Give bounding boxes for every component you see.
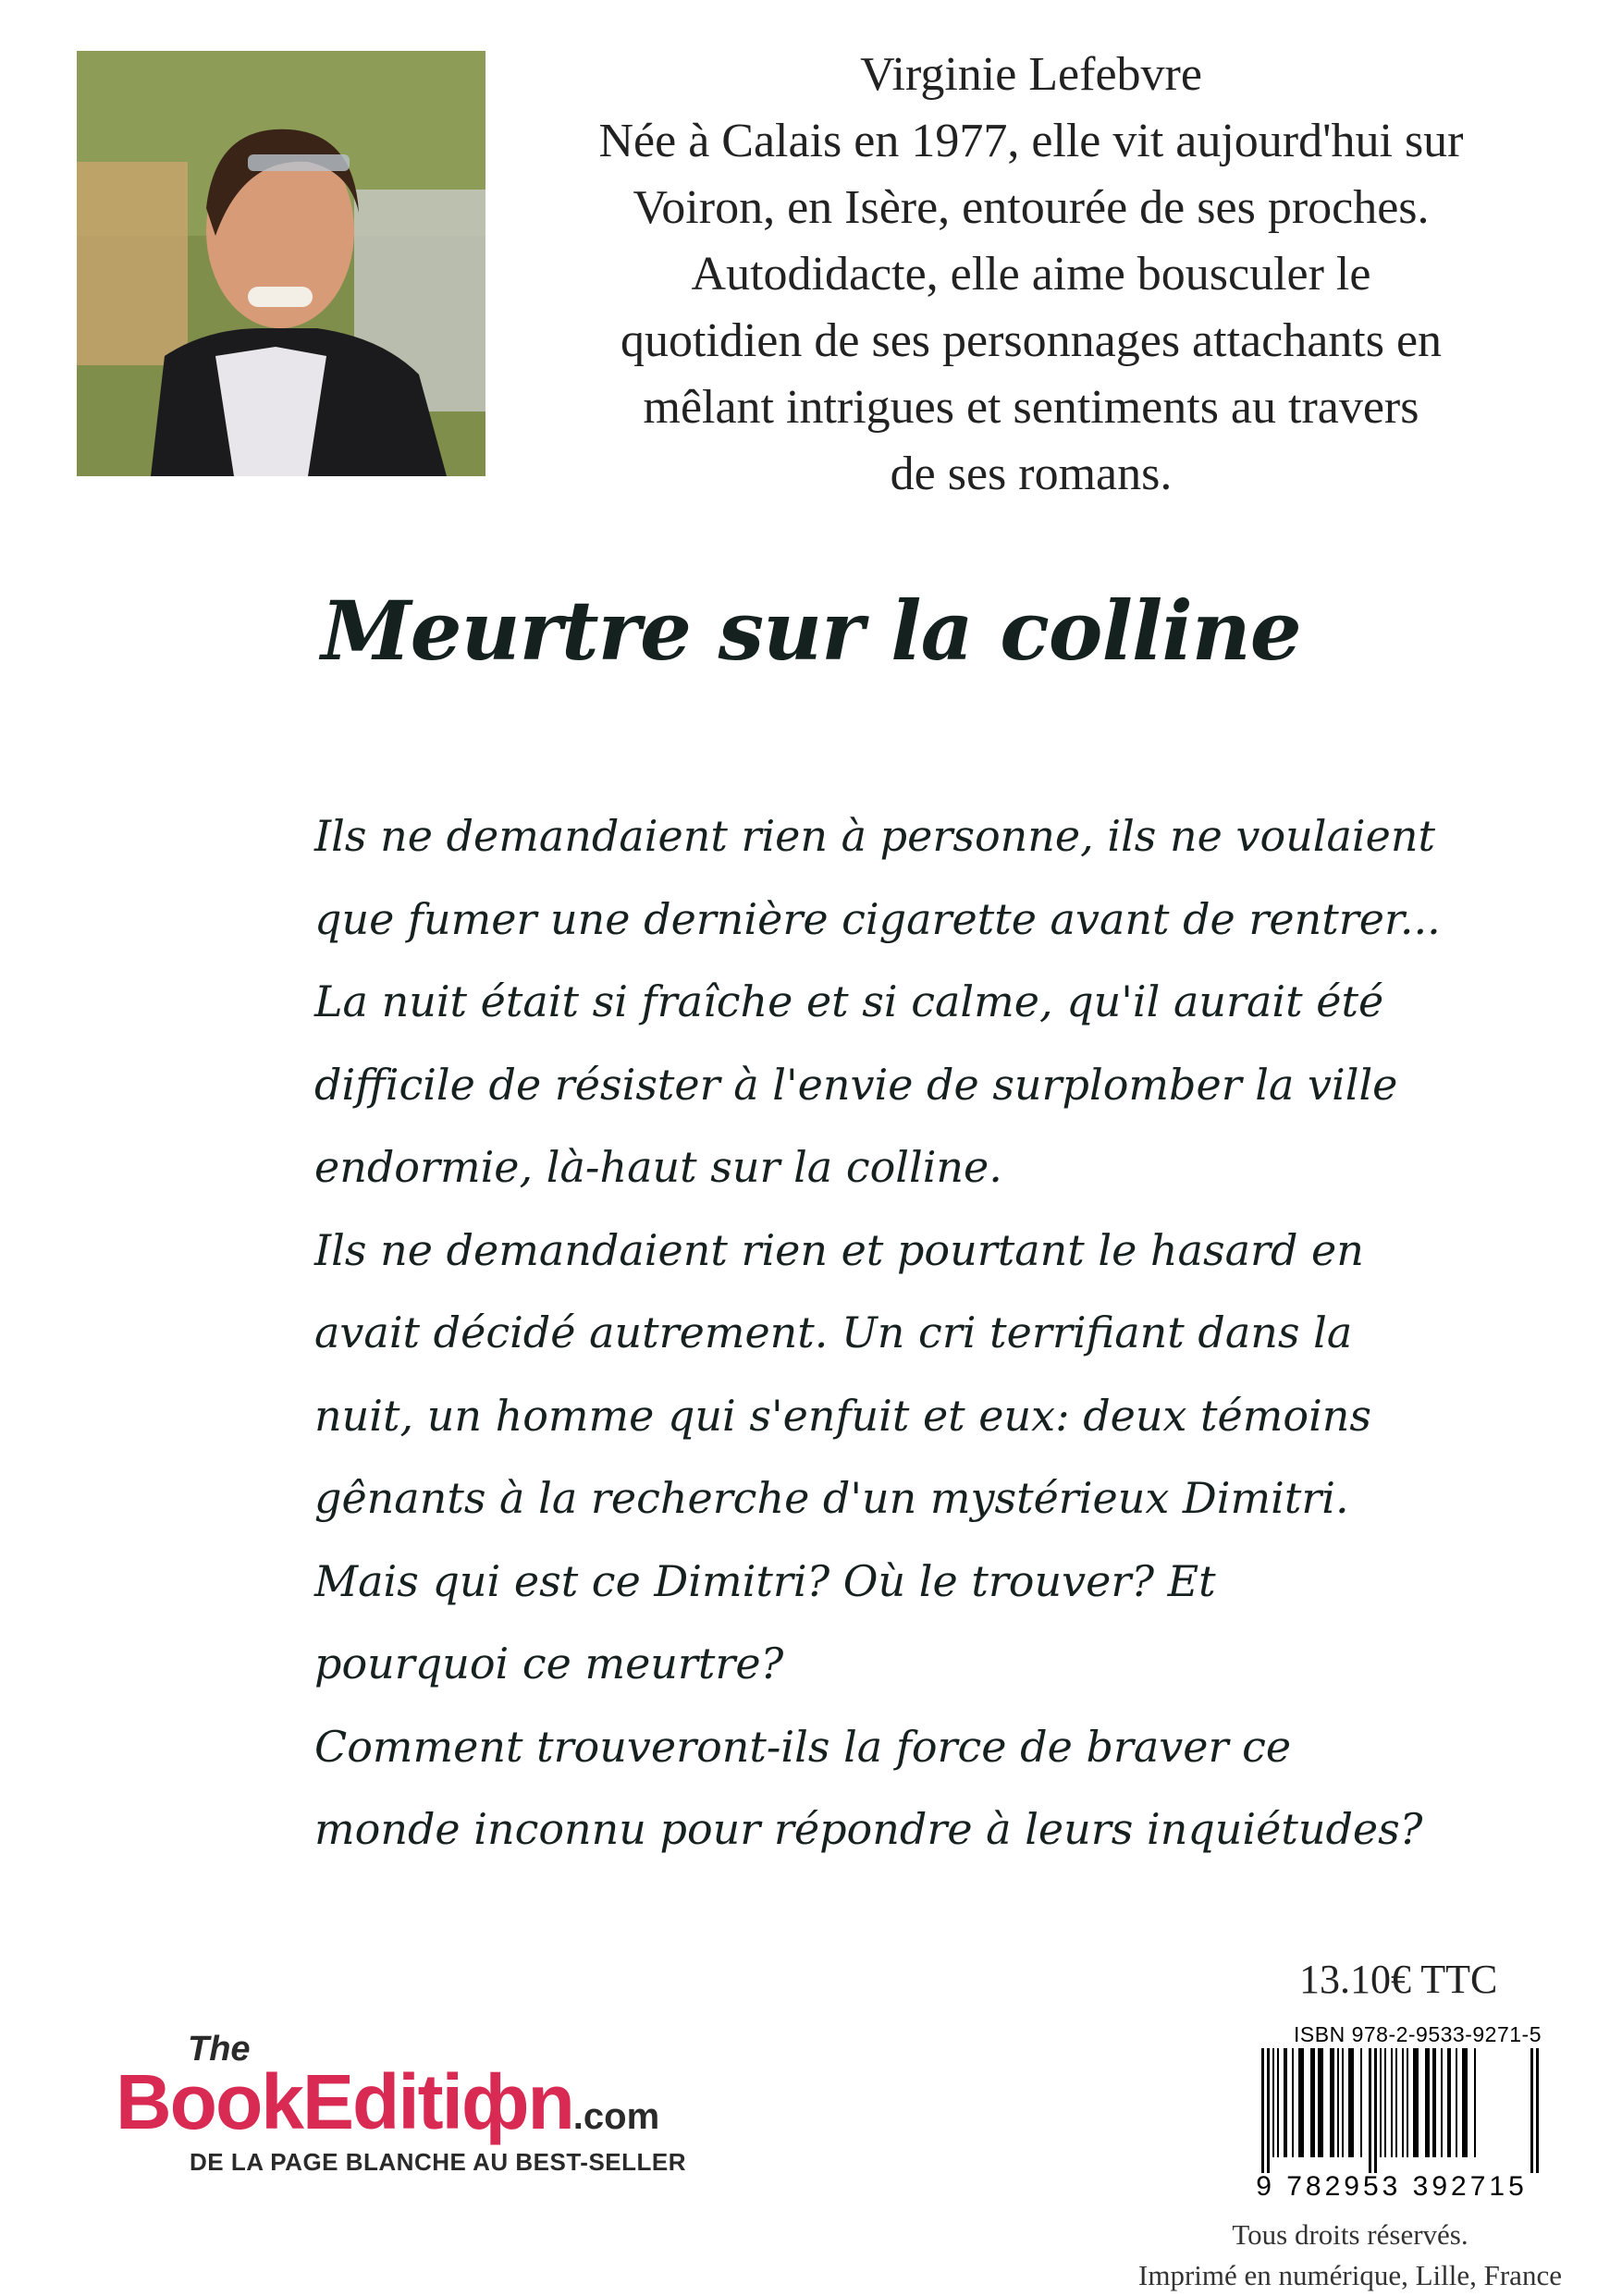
barcode-bar — [1360, 2048, 1362, 2157]
bio-line: Autodidacte, elle aime bousculer le — [691, 248, 1371, 301]
barcode-digits: 9 782953 392715 — [1256, 2171, 1528, 2202]
barcode-bar — [1261, 2048, 1264, 2173]
rights-line-1: Tous droits réservés. — [1232, 2218, 1468, 2251]
author-bio — [499, 42, 1563, 508]
barcode-bar — [1432, 2048, 1436, 2157]
barcode-bar — [1536, 2048, 1539, 2173]
blurb-line: endormie, là-haut sur la colline. — [314, 1142, 1002, 1192]
logo-name: BookEditiфn — [116, 2058, 573, 2145]
blurb-line: difficile de résister à l'envie de surplomber la ville — [314, 1059, 1398, 1110]
book-blurb — [314, 795, 1470, 1872]
barcode-bar — [1310, 2048, 1315, 2157]
barcode-bar — [1462, 2048, 1468, 2157]
barcode-bar — [1447, 2048, 1451, 2157]
barcode-bar — [1456, 2048, 1457, 2157]
barcode-bar — [1407, 2048, 1408, 2157]
bio-line: mêlant intrigues et sentiments au travers — [643, 381, 1419, 434]
blurb-line: Ils ne demandaient rien et pourtant le hasard en — [314, 1224, 1364, 1275]
isbn-label: ISBN 978-2-9533-9271-5 — [1294, 2022, 1542, 2046]
blurb-line: nuit, un homme qui s'enfuit et eux: deux témoins — [314, 1390, 1372, 1441]
blurb-line: La nuit était si fraîche et si calme, qu'il aurait été — [314, 976, 1384, 1026]
bio-line: Voiron, en Isère, entourée de ses proches. — [633, 181, 1430, 234]
barcode-bar — [1342, 2048, 1344, 2157]
barcode-bar — [1272, 2048, 1274, 2157]
bio-line: de ses romans. — [890, 448, 1173, 500]
barcode-bars — [1260, 2048, 1542, 2173]
blurb-line: Mais qui est ce Dimitri? Où le trouver? Et — [314, 1555, 1216, 1606]
blurb-line: monde inconnu pour répondre à leurs inquiétudes? — [314, 1804, 1423, 1854]
blurb-line: Ils ne demandaient rien à personne, ils ne voulaient — [314, 811, 1435, 861]
blurb-line: avait décidé autrement. Un cri terrifiant dans la — [314, 1308, 1353, 1357]
barcode-bar — [1284, 2048, 1287, 2157]
author-name: Virginie Lefebvre — [860, 48, 1202, 101]
logo-dotcom: .com — [572, 2096, 660, 2137]
bio-line: Née à Calais en 1977, elle vit aujourd'hui sur — [598, 115, 1464, 167]
author-photo-illustration — [77, 51, 485, 476]
barcode-bar — [1337, 2048, 1339, 2157]
publisher-logo — [116, 2030, 763, 2176]
barcode-bar — [1474, 2048, 1476, 2157]
barcode-bar — [1374, 2048, 1377, 2173]
barcode-bar — [1267, 2048, 1270, 2173]
rights-notice — [1082, 2215, 1618, 2296]
barcode-bar — [1318, 2048, 1323, 2157]
price: 13.10€ TTC — [1299, 1957, 1498, 2002]
barcode-bar — [1348, 2048, 1354, 2157]
rights-line-2: Imprimé en numérique, Lille, France — [1138, 2259, 1562, 2291]
author-photo — [77, 51, 485, 476]
logo-the: The — [188, 2030, 251, 2069]
barcode-bar — [1292, 2048, 1294, 2157]
barcode-bar — [1298, 2048, 1304, 2157]
logo-tagline: DE LA PAGE BLANCHE AU BEST-SELLER — [190, 2148, 687, 2176]
blurb-line: Comment trouveront-ils la force de braver ce — [314, 1721, 1292, 1772]
barcode-bar — [1413, 2048, 1419, 2157]
barcode-bar — [1441, 2048, 1443, 2157]
book-title: Meurtre sur la colline — [321, 583, 1301, 679]
blurb-line: que fumer une dernière cigarette avant de rentrer... — [314, 893, 1441, 944]
blurb-line: pourquoi ce meurtre? — [314, 1639, 784, 1688]
barcode-bar — [1330, 2048, 1334, 2157]
bio-line: quotidien de ses personnages attachants en — [620, 314, 1443, 367]
blurb-line: gênants à la recherche d'un mystérieux Dimitri. — [314, 1473, 1349, 1523]
barcode-bar — [1391, 2048, 1393, 2157]
barcode-bar — [1425, 2048, 1430, 2157]
barcode-bar — [1402, 2048, 1404, 2157]
barcode-bar — [1384, 2048, 1386, 2157]
barcode-bar — [1395, 2048, 1397, 2157]
barcode-bar — [1277, 2048, 1279, 2157]
barcode — [1260, 2048, 1542, 2178]
barcode-bar — [1380, 2048, 1382, 2157]
logo-wordmark — [116, 2057, 659, 2147]
barcode-bar — [1369, 2048, 1371, 2173]
barcode-bar — [1530, 2048, 1533, 2173]
